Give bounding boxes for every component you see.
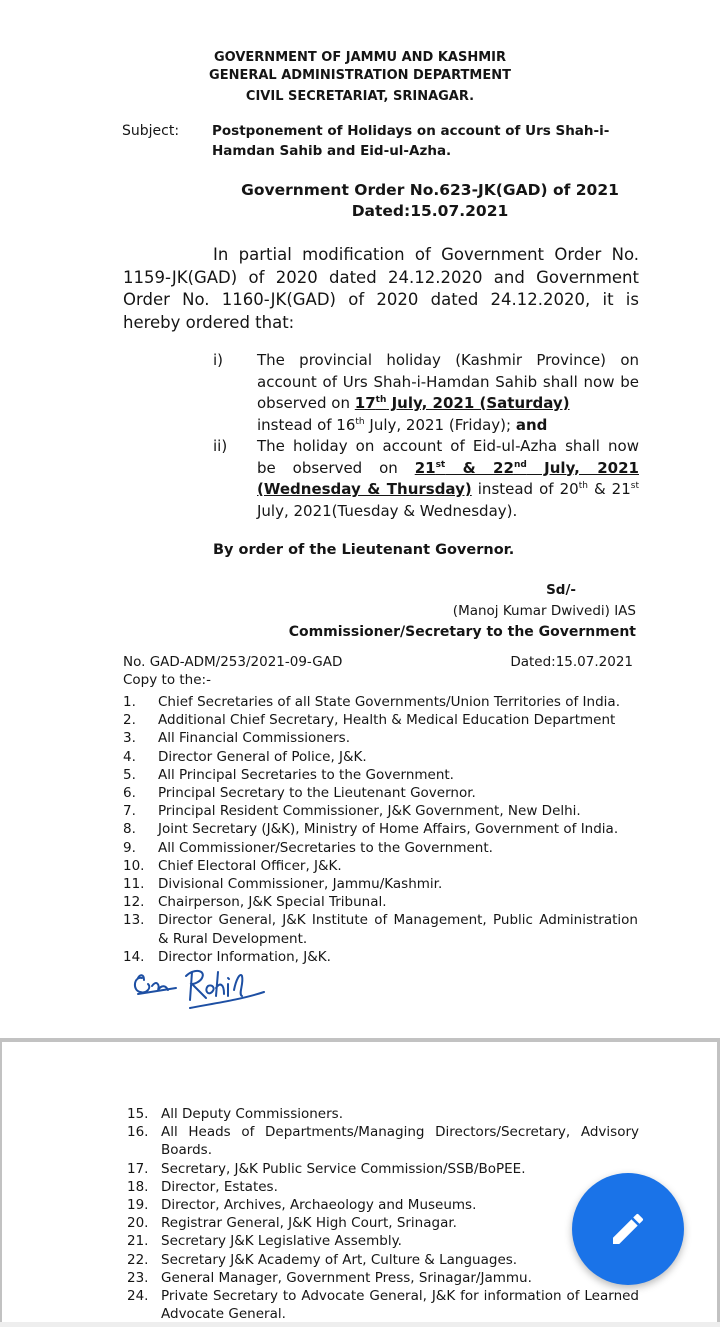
copy-item-number: 10. <box>123 857 145 874</box>
copy-item-text: Chief Secretaries of all State Governments/Union Territories of India. <box>158 694 620 710</box>
copy-list-item <box>127 1105 639 1123</box>
item-number: i) <box>213 351 224 369</box>
copy-list-page-1 <box>123 693 638 966</box>
copy-item-number: 23. <box>127 1269 149 1286</box>
copy-item-number: 15. <box>127 1106 149 1122</box>
copy-item-text: Chairperson, J&K Special Tribunal. <box>158 894 387 911</box>
copy-item-text: Director, Estates. <box>161 1178 278 1195</box>
copy-item-number: 6. <box>123 785 136 802</box>
copy-list-item <box>127 1251 639 1269</box>
copy-list-item <box>127 1123 639 1159</box>
copy-item-text: Divisional Commissioner, Jammu/Kashmir. <box>158 876 443 893</box>
copy-item-text: Principal Secretary to the Lieutenant Governor. <box>158 785 476 802</box>
copy-item-number: 20. <box>127 1215 149 1232</box>
item-conjunction: and <box>515 415 548 434</box>
intro-paragraph <box>123 244 639 334</box>
copy-item-number: 24. <box>127 1288 149 1305</box>
copy-item-text: All Deputy Commissioners. <box>161 1106 343 1122</box>
copy-list-item <box>127 1214 639 1232</box>
copy-list-item <box>123 875 638 893</box>
ordinal-suffix: st <box>630 481 639 491</box>
copy-item-number: 5. <box>123 766 136 783</box>
item-number: ii) <box>213 437 228 455</box>
copy-item-text: Secretary, J&K Public Service Commission/SSB/BoPEE. <box>161 1160 526 1177</box>
copy-item-number: 14. <box>123 948 145 965</box>
reference-number: No. GAD-ADM/253/2021-09-GAD <box>123 654 343 670</box>
copy-list-item <box>123 729 638 747</box>
copy-list-item <box>123 766 638 784</box>
copy-item-number: 16. <box>127 1124 149 1141</box>
copy-item-number: 2. <box>123 712 136 729</box>
copy-item-text: Chief Electoral Officer, J&K. <box>158 857 342 874</box>
order-item <box>213 436 639 522</box>
ordinal-suffix: th <box>375 395 387 405</box>
pencil-icon <box>608 1209 648 1249</box>
copy-item-number: 7. <box>123 803 136 820</box>
copy-list-item <box>127 1269 639 1287</box>
copy-to-label: Copy to the:- <box>123 672 211 688</box>
copy-item-text: Director General of Police, J&K. <box>158 748 367 765</box>
bottom-edge <box>0 1322 720 1327</box>
ordinal-suffix: st <box>435 459 446 470</box>
copy-item-text: Director Information, J&K. <box>158 948 331 965</box>
date-rest: July, 2021 (Wednesday & Thursday) <box>257 458 639 498</box>
by-order-line: By order of the Lieutenant Governor. <box>213 542 515 558</box>
signatory-designation: Commissioner/Secretary to the Government <box>288 624 636 640</box>
signed-marker: Sd/- <box>546 582 576 598</box>
copy-item-number: 19. <box>127 1197 149 1214</box>
intro-text: In partial modification of Government Order No. 1159-JK(GAD) of 2020 dated 24.12.2020 and Government Order No. 1160-JK(GAD) of 2020 dated 24.12.2020, it is hereby ordered that: <box>123 245 639 332</box>
copy-item-text: All Financial Commissioners. <box>158 730 350 747</box>
item-text: July, 2021(Tuesday & Wednesday). <box>257 501 518 520</box>
copy-list-item <box>123 839 638 857</box>
copy-list-item <box>123 893 638 911</box>
copy-item-number: 17. <box>127 1160 149 1177</box>
copy-item-text: All Heads of Departments/Managing Directors/Secretary, Advisory Boards. <box>161 1124 639 1159</box>
copy-item-text: Secretary J&K Legislative Assembly. <box>161 1233 402 1250</box>
copy-item-text: Private Secretary to Advocate General, J&K for information of Learned Advocate General. <box>161 1288 639 1323</box>
order-heading <box>180 180 680 222</box>
copy-list-item <box>127 1196 639 1214</box>
copy-item-number: 11. <box>123 876 145 893</box>
signature-block <box>289 580 636 643</box>
copy-list-item <box>123 802 638 820</box>
copy-item-text: Secretary J&K Academy of Art, Culture & Languages. <box>161 1251 518 1268</box>
order-item <box>213 350 639 436</box>
date-rest: July, 2021 (Saturday) <box>386 394 570 412</box>
copy-list-item <box>127 1232 639 1250</box>
copy-item-number: 9. <box>123 839 136 856</box>
copy-item-number: 22. <box>127 1251 149 1268</box>
date-day: & 22 <box>445 458 514 477</box>
reference-date: Dated:15.07.2021 <box>510 654 633 670</box>
copy-list-item <box>123 820 638 838</box>
copy-list-item <box>123 711 638 729</box>
handwritten-initials <box>130 964 280 1018</box>
copy-item-text: Director, Archives, Archaeology and Museums. <box>161 1197 477 1214</box>
ordinal-suffix: th <box>355 416 365 427</box>
item-text: instead of 20 <box>471 480 579 498</box>
order-date: Dated:15.07.2021 <box>351 202 509 220</box>
copy-list-item <box>127 1160 639 1178</box>
copy-item-text: Director General, J&K Institute of Management, Public Administration & Rural Development. <box>158 912 638 947</box>
ordinal-suffix: th <box>578 481 588 491</box>
copy-item-number: 12. <box>123 894 145 911</box>
item-text: July, 2021 (Friday); <box>364 415 516 434</box>
copy-list-item <box>127 1287 639 1323</box>
date-day: 17 <box>354 394 376 412</box>
copy-item-number: 21. <box>127 1233 149 1250</box>
subject-text: Postponement of Holidays on account of Urs Shah-i-Hamdan Sahib and Eid-ul-Azha. <box>212 123 610 159</box>
ordinal-suffix: nd <box>513 459 527 470</box>
signatory-name: (Manoj Kumar Dwivedi) IAS <box>452 603 636 619</box>
copy-list-item <box>123 857 638 875</box>
letterhead <box>0 49 720 106</box>
copy-list-page-2 <box>127 1105 639 1323</box>
item-text: The provincial holiday (Kashmir Province) on account of Urs Shah-i-Hamdan Sahib shall now be observed on <box>257 351 639 412</box>
copy-item-number: 3. <box>123 730 136 747</box>
date-day: 21 <box>414 458 436 477</box>
item-text: & 21 <box>587 480 631 498</box>
order-number: Government Order No.623-JK(GAD) of 2021 <box>241 181 619 199</box>
copy-item-text: All Principal Secretaries to the Government. <box>158 766 454 783</box>
reference-row <box>123 654 633 670</box>
item-text: The holiday on account of Eid-ul-Azha shall now be observed on <box>257 437 639 477</box>
copy-item-text: Additional Chief Secretary, Health & Medical Education Department <box>158 712 616 729</box>
edit-fab-button[interactable] <box>572 1173 684 1285</box>
subject-label: Subject: <box>122 123 180 139</box>
letterhead-government: GOVERNMENT OF JAMMU AND KASHMIR <box>213 50 507 65</box>
copy-list-item <box>123 911 638 947</box>
copy-item-text: General Manager, Government Press, Srinagar/Jammu. <box>161 1269 532 1286</box>
order-items <box>213 350 639 522</box>
copy-item-number: 18. <box>127 1178 149 1195</box>
copy-item-number: 8. <box>123 821 136 838</box>
copy-item-text: Joint Secretary (J&K), Ministry of Home Affairs, Government of India. <box>158 821 619 838</box>
copy-item-number: 13. <box>123 912 145 929</box>
new-date-highlight <box>355 394 570 412</box>
copy-item-text: Registrar General, J&K High Court, Srinagar. <box>161 1215 457 1232</box>
copy-list-item <box>123 784 638 802</box>
copy-item-text: Principal Resident Commissioner, J&K Government, New Delhi. <box>158 803 581 820</box>
letterhead-location: CIVIL SECRETARIAT, SRINAGAR. <box>245 89 475 104</box>
letterhead-department: GENERAL ADMINISTRATION DEPARTMENT <box>209 68 511 83</box>
item-text: instead of 16 <box>257 415 356 434</box>
copy-item-text: All Commissioner/Secretaries to the Government. <box>158 839 493 856</box>
initials-signature-image <box>130 964 280 1014</box>
copy-list-item <box>127 1178 639 1196</box>
copy-list-item <box>123 693 638 711</box>
copy-list-item <box>123 748 638 766</box>
copy-item-number: 4. <box>123 748 136 765</box>
copy-item-number: 1. <box>123 694 136 710</box>
